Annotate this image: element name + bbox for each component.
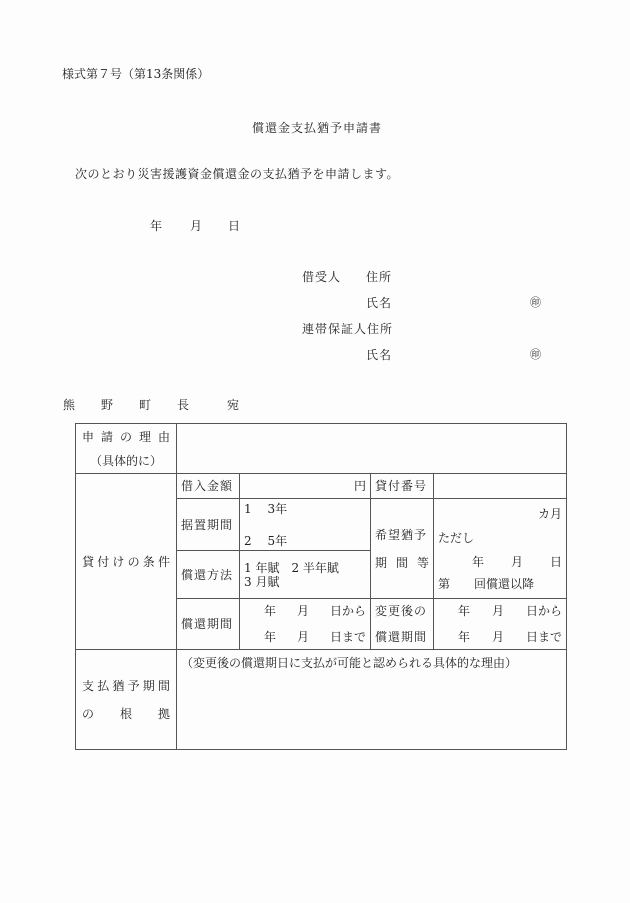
borrower-name-label: 氏名 (366, 296, 393, 310)
date-month: 月 (190, 219, 203, 233)
guarantor-address-label: 連帯保証人住所 (302, 322, 394, 336)
addressee-char: 町 (139, 398, 152, 412)
loan-amount-label: 借入金額 (177, 474, 240, 499)
deferment-period-options[interactable]: 1 3年 2 5年 (240, 499, 371, 551)
form-number: 様式第７号（第13条関係） (62, 67, 210, 81)
borrower-address-label: 住所 (366, 270, 393, 284)
basis-label: 支 払 猶 予 期 間 の 根 拠 (76, 650, 177, 750)
repayment-method-label: 償還方法 (177, 551, 240, 599)
desired-period-label: 希望猶予 期 間 等 (371, 499, 434, 599)
intro-text: 次のとおり災害援護資金償還金の支払猶予を申請します。 (75, 167, 400, 181)
loan-amount-input[interactable]: 円 (240, 474, 371, 499)
loan-number-input[interactable] (434, 474, 567, 499)
reason-label: 申 請 の 理 由 （具体的に） (76, 424, 177, 474)
addressee-char: 宛 (227, 398, 240, 412)
repay-period-label: 償還期間 (177, 599, 240, 650)
changed-period-label: 変更後の 償還期間 (371, 599, 434, 650)
addressee-char: 熊 (63, 398, 76, 412)
seal-icon: ㊞ (530, 296, 541, 309)
loan-number-label: 貸付番号 (371, 474, 434, 499)
reason-input[interactable] (177, 424, 567, 474)
application-table (75, 423, 567, 750)
basis-input[interactable] (177, 650, 567, 750)
date-day: 日 (228, 219, 241, 233)
basis-note: （変更後の償還期日に支払が可能と認められる具体的な理由） (181, 656, 518, 670)
deferment-period-label: 据置期間 (177, 499, 240, 551)
addressee-char: 野 (101, 398, 114, 412)
desired-period-input[interactable]: カ月 ただし 年 月 日 第 回償還以降 (434, 499, 567, 599)
borrower-label: 借受人 (302, 270, 342, 284)
repayment-method-options[interactable]: 1 年賦 2 半年賦 3 月賦 (240, 551, 371, 599)
repay-period-input[interactable]: 年 月 日から 年 月 日まで (240, 599, 371, 650)
changed-period-input[interactable]: 年 月 日から 年 月 日まで (434, 599, 567, 650)
seal-icon: ㊞ (530, 348, 541, 361)
page-title: 償還金支払猶予申請書 (252, 121, 383, 135)
date-year: 年 (150, 219, 163, 233)
conditions-label: 貸 付 け の 条 件 (76, 474, 177, 650)
guarantor-name-label: 氏名 (366, 348, 393, 362)
addressee-char: 長 (177, 398, 190, 412)
